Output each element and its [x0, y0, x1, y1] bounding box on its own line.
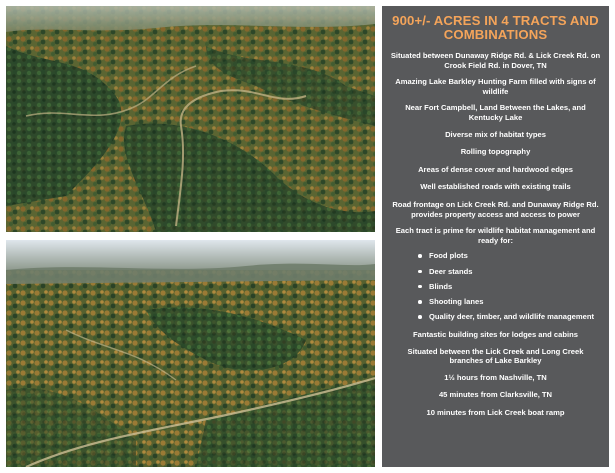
feature-topography: Rolling topography — [460, 147, 531, 157]
list-item: Deer stands — [418, 267, 601, 277]
feature-boat-ramp: 10 minutes from Lick Creek boat ramp — [426, 408, 565, 417]
property-info-panel — [382, 6, 609, 467]
feature-frontage: Road frontage on Lick Creek Rd. and Dunaway Ridge Rd. provides property access and access to power — [392, 199, 599, 219]
list-item: Blinds — [418, 282, 601, 292]
aerial-photo-top — [6, 6, 375, 232]
list-item: Shooting lanes — [418, 297, 601, 307]
feature-hunting-farm: Amazing Lake Barkley Hunting Farm filled with signs of wildlife — [395, 77, 596, 96]
feature-prime-for: Each tract is prime for wildlife habitat management and ready for: — [395, 226, 596, 245]
aerial-forest-photo-icon — [6, 240, 375, 467]
feature-lake-branches: Situated between the Lick Creek and Long Creek branches of Lake Barkley — [407, 346, 584, 366]
feature-clarksville: 45 minutes from Clarksville, TN — [438, 390, 553, 400]
feature-building-sites: Fantastic building sites for lodges and cabins — [413, 330, 578, 340]
aerial-forest-photo-icon — [6, 6, 375, 232]
aerial-photo-bottom — [6, 240, 375, 467]
ready-for-list — [418, 251, 601, 322]
feature-roads: Well established roads with existing trails — [420, 182, 571, 192]
feature-nashville: 1½ hours from Nashville, TN — [444, 372, 547, 382]
headline: 900+/- ACRES IN 4 TRACTS AND COMBINATIONS — [392, 13, 599, 42]
feature-nearby: Near Fort Campbell, Land Between the Lakes, and Kentucky Lake — [405, 103, 586, 122]
list-item: Quality deer, timber, and wildlife management — [418, 312, 601, 322]
feature-location: Situated between Dunaway Ridge Rd. & Lick Creek Rd. on Crook Field Rd. in Dover, TN — [390, 51, 601, 70]
feature-cover: Areas of dense cover and hardwood edges — [418, 164, 573, 174]
list-item: Food plots — [418, 251, 601, 261]
feature-habitat: Diverse mix of habitat types — [445, 129, 546, 139]
